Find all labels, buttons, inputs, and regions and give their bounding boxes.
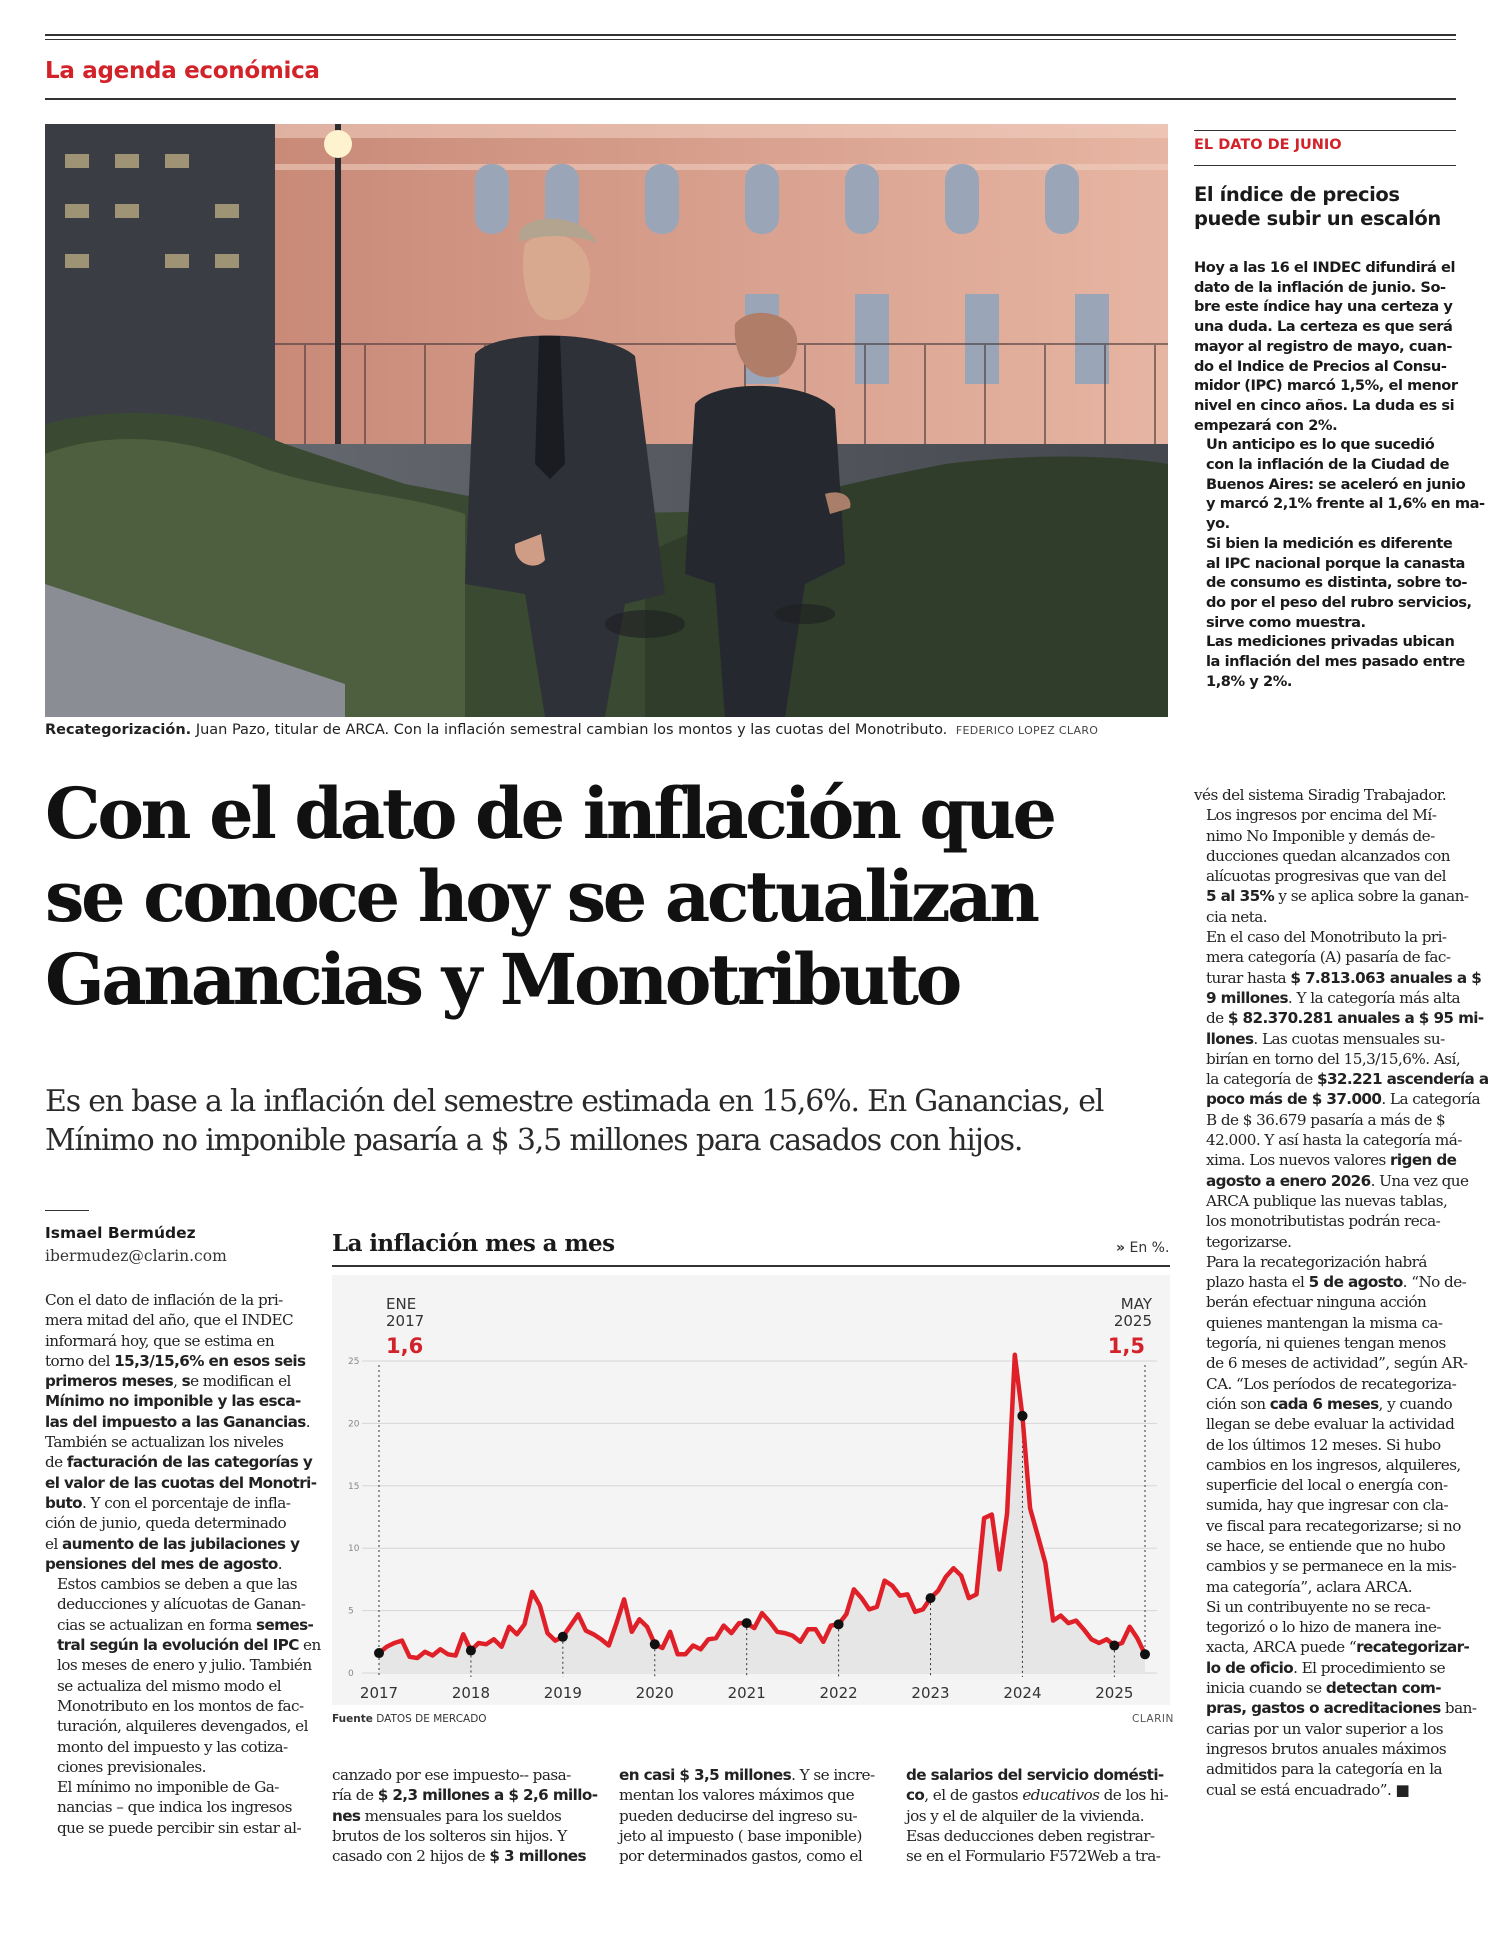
dek-line: Mínimo no imponible pasaría a $ 3,5 millones para casados con hijos. [45, 1123, 1023, 1158]
x-tick-label: 2025 [1095, 1684, 1134, 1702]
chart-x-ticks [360, 1684, 1134, 1702]
body-column-3 [619, 1765, 889, 1866]
x-tick-label: 2018 [451, 1684, 491, 1702]
sidebar-title-line: El índice de precios [1194, 183, 1400, 206]
data-point [1140, 1649, 1150, 1659]
sidebar-line: al IPC nacional porque la canasta [1206, 554, 1465, 572]
data-point [650, 1639, 660, 1649]
top-rule [45, 34, 1456, 36]
author-email[interactable]: ibermudez@clarin.com [45, 1247, 227, 1265]
x-tick-label: 2021 [727, 1684, 766, 1702]
body-paragraph: canzado por ese impuesto-- pasa- ría de $ 2,3 millones a $ 2,6 millo- nes mensuales para los sueldos brutos de los solteros sin hijos. Y casado con 2 hijos de $ 3 millones [332, 1766, 598, 1866]
sidebar-line: empezará con 2%. [1194, 416, 1338, 434]
sidebar-line: do por el peso del rubro servicios, [1206, 593, 1472, 611]
inflation-chart [332, 1275, 1170, 1705]
sidebar-line: Buenos Aires: se aceleró en junio [1206, 475, 1466, 493]
sidebar-line: do el Indice de Precios al Consu- [1194, 357, 1447, 375]
y-tick-label: 15 [348, 1481, 360, 1492]
end-value-label: 1,5 [1107, 1334, 1145, 1358]
data-point [926, 1593, 936, 1603]
data-point [558, 1632, 568, 1642]
sidebar-paragraph [1194, 632, 1465, 691]
photo-credit: FEDERICO LOPEZ CLARO [955, 724, 1099, 737]
sidebar-line: yo. [1206, 515, 1230, 533]
sidebar-line: con la inflación de la Ciudad de [1206, 456, 1450, 474]
body-column-4 [906, 1765, 1171, 1866]
photo-caption [45, 722, 1168, 738]
author-name: Ismael Bermúdez [45, 1224, 196, 1242]
chart-units-text: En %. [1129, 1240, 1170, 1256]
data-point [466, 1646, 476, 1656]
body-paragraph: Si un contribuyente no se reca- tegorizó o lo hizo de manera ine- xacta, ARCA puede “recategorizar- lo de oficio. El procedimiento se inicia cuando se detectan com- pras, gastos o acreditaciones ban- carias por un valor superior a los ingresos brutos anuales máximos admitidos para la categoría en la cual se está encuadrado”. ■ [1206, 1597, 1477, 1799]
start-month-label: ENE [386, 1295, 417, 1313]
start-year-label: 2017 [386, 1312, 425, 1330]
sidebar-paragraph [1194, 435, 1485, 534]
sidebar-line: la inflación del mes pasado entre [1206, 653, 1465, 671]
body-paragraph: vés del sistema Siradig Trabajador. [1194, 786, 1447, 804]
data-point [374, 1648, 384, 1658]
sidebar-line: nivel en cinco años. La duda es si [1194, 396, 1455, 414]
headline [45, 772, 1165, 1021]
sidebar-line: mayor al registro de mayo, cuan- [1194, 337, 1452, 355]
sidebar-line: de consumo es distinta, sobre to- [1206, 574, 1468, 592]
headline-line: Con el dato de inflación que [45, 772, 1054, 855]
body-column-1 [45, 1290, 321, 1838]
chart-title: La inflación mes a mes [332, 1230, 615, 1257]
sidebar-paragraph [1194, 258, 1459, 435]
body-column-2 [332, 1765, 602, 1866]
chart-source-label: Fuente [332, 1713, 373, 1725]
caption-text: Juan Pazo, titular de ARCA. Con la inflación semestral cambian los montos y las cuotas del Monotributo. [195, 722, 948, 738]
body-paragraph: El mínimo no imponible de Ga- nancias – que indica los ingresos que se puede percibir sin estar al- [57, 1778, 302, 1837]
sidebar-line: Un anticipo es lo que sucedió [1206, 436, 1435, 454]
x-tick-label: 2019 [543, 1684, 582, 1702]
chart-units-marker: » [1116, 1240, 1126, 1256]
sidebar-line: midor (IPC) marcó 1,5%, el menor [1194, 377, 1458, 395]
data-point [1017, 1411, 1027, 1421]
headline-line: Ganancias y Monotributo [45, 938, 959, 1021]
x-tick-label: 2022 [819, 1684, 858, 1702]
sidebar-label-rule [1194, 165, 1456, 166]
start-value-label: 1,6 [386, 1334, 424, 1358]
photo-illustration [45, 124, 1168, 717]
body-column-5 [1194, 785, 1489, 1800]
chart-brand: CLARIN [1132, 1713, 1174, 1725]
end-month-label: MAY [1120, 1295, 1152, 1313]
sidebar-line: Si bien la medición es diferente [1206, 534, 1453, 552]
body-paragraph: Estos cambios se deben a que las deducciones y alícuotas de Ganan- cias se actualizan en forma semes- tral según la evolución del IPC en los meses de enero y julio. También se actualiza del mismo modo el Monotributo en los montos de fac- turación, alquileres devengados, el monto del impuesto y las cotiza- ciones previsionales. [57, 1575, 321, 1776]
sidebar-line: Hoy a las 16 el INDEC difundirá el [1194, 259, 1456, 276]
x-tick-label: 2020 [635, 1684, 674, 1702]
y-tick-label: 25 [348, 1357, 360, 1367]
sidebar-line: 1,8% y 2%. [1206, 672, 1292, 690]
x-tick-label: 2023 [911, 1684, 950, 1702]
dek-line: Es en base a la inflación del semestre estimada en 15,6%. En Ganancias, el [45, 1084, 1104, 1119]
sidebar-title [1194, 183, 1454, 231]
body-paragraph: En el caso del Monotributo la pri- mera categoría (A) pasaría de fac- turar hasta $ 7.813.063 anuales a $ 9 millones. Y la categoría más alta de $ 82.370.281 anuales a $ 95 mi- llones. Las cuotas mensuales su- birían en torno del 15,3/15,6%. Así, la categoría de $32.221 ascendería a poco más de $ 37.000. La categoría B de $ 36.679 pasaría a más de $ 42.000. Y así hasta la categoría má- xima. Los nuevos valores rigen de agosto a enero 2026. Una vez que ARCA publique las nuevas tablas, los monotributistas podrán reca- tegorizarse. [1206, 928, 1489, 1251]
headline-line: se conoce hoy se actualizan [45, 855, 1037, 938]
data-point [742, 1618, 752, 1628]
body-paragraph: Con el dato de inflación de la pri- mera mitad del año, que el INDEC informará hoy, que se estima en torno del 15,3/15,6% en esos seis primeros meses, se modifican el Mínimo no imponible y las esca- las del impuesto a las Ganancias. También se actualizan los niveles de facturación de las categorías y el valor de las cuotas del Monotri- buto. Y con el porcentaje de infla- ción de junio, queda determinado el aumento de las jubilaciones y pensiones del mes de agosto. [45, 1291, 317, 1573]
sidebar-top-rule [1194, 130, 1456, 131]
chart-title-rule [332, 1265, 1170, 1267]
y-tick-label: 10 [348, 1544, 360, 1555]
top-rule-thin [45, 39, 1456, 40]
sidebar-title-line: puede subir un escalón [1194, 207, 1441, 230]
section-rule [45, 98, 1456, 100]
sidebar-line: una duda. La certeza es que será [1194, 318, 1453, 336]
sidebar-line: dato de la inflación de junio. So- [1194, 278, 1446, 296]
x-tick-label: 2017 [359, 1684, 399, 1702]
main-photo [45, 124, 1168, 717]
chart-source [332, 1713, 487, 1725]
chart-units [1116, 1240, 1169, 1256]
sidebar-label: EL DATO DE JUNIO [1194, 137, 1342, 153]
sidebar-line: sirve como muestra. [1206, 613, 1366, 631]
body-paragraph: Para la recategorización habrá plazo hasta el 5 de agosto. “No de- berán efectuar ninguna acción quienes mantengan la misma ca- tegoría, ni quienes tengan menos de 6 meses de actividad”, según AR- CA. “Los períodos de recategoriza- ción son cada 6 meses, y cuando llegan se debe evaluar la actividad de los últimos 12 meses. Si hubo cambios en los ingresos, alquileres, superficie del local o energía con- sumida, hay que ingresar con cla- ve fiscal para recategorizarse; si no se hace, se entiende que no hubo cambios y se permanece en la mis- ma categoría”, aclara ARCA. [1206, 1252, 1468, 1596]
end-year-label: 2025 [1113, 1312, 1152, 1330]
caption-title: Recategorización. [45, 722, 192, 738]
x-tick-label: 2024 [1003, 1684, 1042, 1702]
sidebar-line: y marcó 2,1% frente al 1,6% en ma- [1206, 495, 1485, 513]
data-point [1109, 1641, 1119, 1651]
sidebar-paragraph [1194, 534, 1472, 633]
y-tick-label: 0 [348, 1669, 354, 1679]
sidebar-line: bre este índice hay una certeza y [1194, 298, 1453, 316]
byline-rule [45, 1210, 89, 1211]
sidebar-line: Las mediciones privadas ubican [1206, 633, 1455, 651]
chart-source-text: DATOS DE MERCADO [376, 1713, 487, 1725]
data-point [834, 1619, 844, 1629]
body-paragraph: de salarios del servicio domésti- co, el de gastos educativos de los hi- jos y el de alquiler de la vivienda. Esas deducciones deben registrar- se en el Formulario F572Web a tra- [906, 1766, 1169, 1866]
body-paragraph: Los ingresos por encima del Mí- nimo No Imponible y demás de- ducciones quedan alcanzados con alícuotas progresivas que van del 5 al 35% y se aplica sobre la ganan- cia neta. [1206, 806, 1469, 926]
dek [45, 1082, 1165, 1160]
y-tick-label: 5 [348, 1606, 354, 1617]
body-paragraph: en casi $ 3,5 millones. Y se incre- mentan los valores máximos que pueden deducirse del ingreso su- jeto al impuesto ( base imponible) por determinados gastos, como el [619, 1766, 875, 1866]
section-label: La agenda económica [45, 58, 320, 84]
sidebar-body [1194, 258, 1485, 691]
y-tick-label: 20 [348, 1419, 360, 1430]
